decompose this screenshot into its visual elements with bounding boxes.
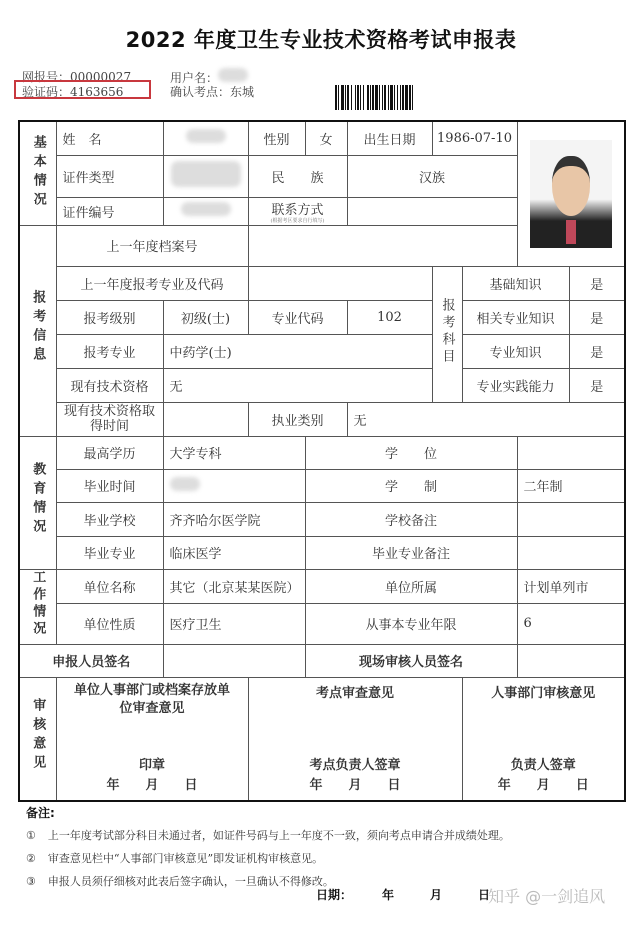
subject-value: 是 [569,334,625,368]
id-type-value [163,155,248,197]
grad-major-note-value [517,536,625,569]
unit-value: 其它（北京某某医院） [163,569,305,603]
review-site-seal: 考点负责人签章 [309,758,401,773]
username: 用户名： [170,68,248,86]
dob-value: 1986-07-10 [432,121,517,155]
applicant-photo [530,140,612,248]
practice-label: 执业类别 [248,402,347,436]
section-exam: 报考信息 [19,225,56,436]
section-basic: 基本情况 [19,121,56,225]
verify-code: 验证码：4163656 [22,85,124,99]
contact-value [347,197,517,225]
review-unit [56,677,248,801]
unit-type-value: 医疗卫生 [163,603,305,644]
applicant-sign-value [163,644,305,677]
review-site-title: 考点审查意见 [315,685,394,701]
review-site-date: 年 月 日 [309,778,401,793]
unit-type-label: 单位性质 [56,603,163,644]
prev-major-label: 上一年度报考专业及代码 [56,266,248,300]
major-label: 报考专业 [56,334,163,368]
review-unit-date: 年 月 日 [106,778,198,793]
review-hr-date: 年 月 日 [497,778,589,793]
unit-belong-value: 计划单列市 [517,569,625,603]
code-value: 102 [347,300,432,334]
school-system-label: 学 制 [305,469,517,502]
reviewer-sign-value [517,644,625,677]
name-label: 姓 名 [56,121,163,155]
school-note-value [517,502,625,536]
qualification-label: 现有技术资格 [56,368,163,402]
reviewer-sign-label: 现场审核人员签名 [305,644,517,677]
note-item: ① 上一年度考试部分科目未通过者，如证件号码与上一年度不一致，须向考点申请合并成绩处理。 [26,829,510,842]
verify-code-highlight [14,80,151,99]
watermark: 知乎 @一剑追风 [488,887,606,906]
subject-value: 是 [569,266,625,300]
exam-site: 确认考点：东城 [170,85,255,99]
subject-value: 是 [569,300,625,334]
edu-level-label: 最高学历 [56,436,163,469]
edu-level-value: 大学专科 [163,436,305,469]
id-number-label: 证件编号 [56,197,163,225]
subject-value: 是 [569,368,625,402]
section-work: 工作情况 [19,569,56,644]
prev-major-value [248,266,432,300]
applicant-sign-label: 申报人员签名 [19,644,163,677]
web-number: 网报号：00000027 [22,70,132,84]
id-number-value [163,197,248,225]
subject-name: 相关专业知识 [462,300,569,334]
subject-name: 基础知识 [462,266,569,300]
notes-heading: 备注: [26,806,55,820]
ethnic-value: 汉族 [347,155,517,197]
gender-value: 女 [305,121,347,155]
level-label: 报考级别 [56,300,163,334]
name-value [163,121,248,155]
grad-major-label: 毕业专业 [56,536,163,569]
years-label: 从事本专业年限 [305,603,517,644]
review-hr-title: 人事部门审核意见 [491,685,596,701]
photo-cell [517,121,625,266]
grad-major-value: 临床医学 [163,536,305,569]
ethnic-label: 民 族 [248,155,347,197]
subject-name: 专业知识 [462,334,569,368]
unit-belong-label: 单位所属 [305,569,517,603]
review-hr-seal: 负责人签章 [510,758,576,773]
school-value: 齐齐哈尔医学院 [163,502,305,536]
note-item: ② 审查意见栏中“人事部门审核意见”即发证机构审核意见。 [26,852,324,865]
review-hr [462,677,625,801]
qualification-time-label: 现有技术资格取得时间 [56,402,163,436]
code-label: 专业代码 [248,300,347,334]
practice-value: 无 [347,402,625,436]
qualification-value: 无 [163,368,432,402]
degree-label: 学 位 [305,436,517,469]
review-site [248,677,462,801]
section-education: 教育情况 [19,436,56,569]
form-title: 2022 年度卫生专业技术资格考试申报表 [125,28,517,52]
id-type-label: 证件类型 [56,155,163,197]
grad-time-label: 毕业时间 [56,469,163,502]
prev-archive-value [248,225,517,266]
qualification-time-value [163,402,248,436]
prev-archive-label: 上一年度档案号 [56,225,248,266]
date-line: 日期： 年 月 日 [316,888,491,902]
section-review: 审核意见 [19,677,56,801]
subjects-label: 报考科目 [432,266,462,402]
grad-time-value [163,469,305,502]
dob-label: 出生日期 [347,121,432,155]
application-form [18,120,626,802]
level-value: 初级(士) [163,300,248,334]
school-note-label: 学校备注 [305,502,517,536]
review-unit-title: 单位人事部门或档案存放单位审查意见 [73,682,230,716]
degree-value [517,436,625,469]
review-unit-seal: 印章 [138,758,165,773]
school-system-value: 二年制 [517,469,625,502]
note-item: ③ 申报人员须仔细核对此表后签字确认，一旦确认不得修改。 [26,875,334,888]
years-value: 6 [517,603,625,644]
subject-name: 专业实践能力 [462,368,569,402]
school-label: 毕业学校 [56,502,163,536]
gender-label: 性别 [248,121,305,155]
major-value: 中药学(士) [163,334,432,368]
grad-major-note-label: 毕业专业备注 [305,536,517,569]
unit-label: 单位名称 [56,569,163,603]
contact-label: 联系方式 (根据考区要求自行填写) [248,197,347,225]
notes [26,804,510,896]
barcode [335,85,463,110]
